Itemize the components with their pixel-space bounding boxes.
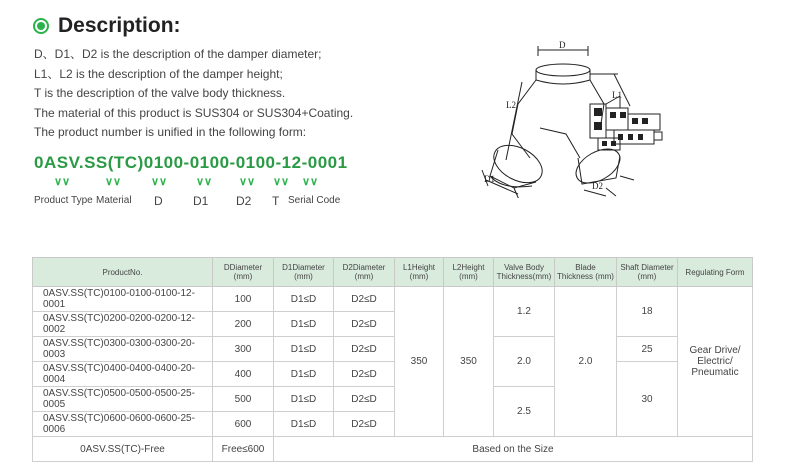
d1-cell: D1≤D: [274, 412, 334, 437]
column-header: Regulating Form: [678, 258, 753, 287]
column-header: Blade Thickness (mm): [555, 258, 617, 287]
chevron-down-icon: ∨∨: [105, 176, 122, 188]
table-row: [33, 337, 753, 362]
l1-cell: 350: [395, 287, 444, 437]
valve-body-cell: 2.0: [494, 337, 555, 387]
d-cell: 300: [213, 337, 274, 362]
d2-cell: D2≤D: [334, 362, 395, 387]
d-cell: 200: [213, 312, 274, 337]
d-cell: 400: [213, 362, 274, 387]
d2-cell: D2≤D: [334, 387, 395, 412]
code-part-label: Material: [96, 195, 132, 206]
dim-label-l2: L2: [506, 100, 516, 110]
regulating-form-line: Gear Drive/: [689, 345, 741, 356]
column-header: Valve Body Thickness(mm): [494, 258, 555, 287]
code-part-markers: [0, 175, 340, 189]
column-header: ProductNo.: [33, 258, 213, 287]
table-header-row: [33, 258, 753, 287]
chevron-down-icon: ∨∨: [196, 176, 213, 188]
description-line: D、D1、D2 is the description of the damper diameter;: [34, 47, 322, 61]
d-cell: Free≤600: [213, 437, 274, 462]
chevron-down-icon: ∨∨: [239, 176, 256, 188]
code-part-label: D1: [193, 194, 209, 208]
column-header: DDiameter (mm): [213, 258, 274, 287]
code-part-label: D: [154, 194, 163, 208]
dim-label-d: D: [559, 40, 566, 50]
product-no-cell: 0ASV.SS(TC)0600-0600-0600-25-0006: [33, 412, 213, 437]
column-header: D1Diameter (mm): [274, 258, 334, 287]
chevron-down-icon: ∨∨: [54, 176, 71, 188]
dim-label-d1: D1: [484, 174, 495, 184]
chevron-down-icon: ∨∨: [151, 176, 168, 188]
description-line: T is the description of the valve body thickness.: [34, 86, 286, 100]
product-no-cell: 0ASV.SS(TC)0500-0500-0500-25-0005: [33, 387, 213, 412]
product-no-cell: 0ASV.SS(TC)0400-0400-0400-20-0004: [33, 362, 213, 387]
d2-cell: D2≤D: [334, 337, 395, 362]
chevron-down-icon: ∨∨: [273, 176, 290, 188]
product-no-cell: 0ASV.SS(TC)0100-0100-0100-12-0001: [33, 287, 213, 312]
column-header: Shaft Diameter (mm): [617, 258, 678, 287]
description-line: The product number is unified in the following form:: [34, 125, 307, 139]
shaft-cell: 25: [617, 337, 678, 362]
table-row: [33, 362, 753, 387]
product-code: 0ASV.SS(TC)0100-0100-0100-12-0001: [34, 153, 348, 172]
d1-cell: D1≤D: [274, 362, 334, 387]
table-row: [33, 287, 753, 312]
code-part-label: Product Type: [34, 195, 93, 206]
bullet-icon: [33, 18, 49, 34]
shaft-cell: 18: [617, 287, 678, 337]
dim-label-l1: L1: [612, 90, 622, 100]
product-no-cell: 0ASV.SS(TC)-Free: [33, 437, 213, 462]
column-header: L1Height (mm): [395, 258, 444, 287]
product-no-cell: 0ASV.SS(TC)0200-0200-0200-12-0002: [33, 312, 213, 337]
d1-cell: D1≤D: [274, 387, 334, 412]
d-cell: 500: [213, 387, 274, 412]
l2-cell: 350: [444, 287, 494, 437]
valve-body-cell: 1.2: [494, 287, 555, 337]
column-header: D2Diameter (mm): [334, 258, 395, 287]
code-part-label: T: [272, 194, 280, 208]
d2-cell: D2≤D: [334, 312, 395, 337]
d-cell: 100: [213, 287, 274, 312]
dim-label-d2: D2: [592, 181, 603, 191]
d-cell: 600: [213, 412, 274, 437]
damper-drawing: [470, 38, 690, 198]
product-no-cell: 0ASV.SS(TC)0300-0300-0300-20-0003: [33, 337, 213, 362]
regulating-form-line: Electric/: [697, 356, 733, 367]
shaft-cell: 30: [617, 362, 678, 437]
spec-table: [32, 257, 753, 462]
regulating-form-cell: [678, 287, 753, 437]
valve-body-cell: 2.5: [494, 387, 555, 437]
code-part-label: D2: [236, 194, 252, 208]
section-header: [33, 14, 181, 38]
d1-cell: D1≤D: [274, 287, 334, 312]
table-row: [33, 437, 753, 462]
d1-cell: D1≤D: [274, 312, 334, 337]
regulating-form-line: Pneumatic: [691, 367, 739, 378]
description-line: The material of this product is SUS304 or SUS304+Coating.: [34, 105, 354, 120]
section-title: Description:: [58, 14, 181, 37]
d2-cell: D2≤D: [334, 287, 395, 312]
column-header: L2Height (mm): [444, 258, 494, 287]
d2-cell: D2≤D: [334, 412, 395, 437]
blade-cell: 2.0: [555, 287, 617, 437]
description-line: L1、L2 is the description of the damper height;: [34, 66, 283, 81]
description-text: [34, 45, 353, 143]
code-part-label: Serial Code: [288, 195, 341, 206]
d1-cell: D1≤D: [274, 337, 334, 362]
based-on-size-cell: Based on the Size: [274, 437, 753, 462]
chevron-down-icon: ∨∨: [302, 176, 319, 188]
